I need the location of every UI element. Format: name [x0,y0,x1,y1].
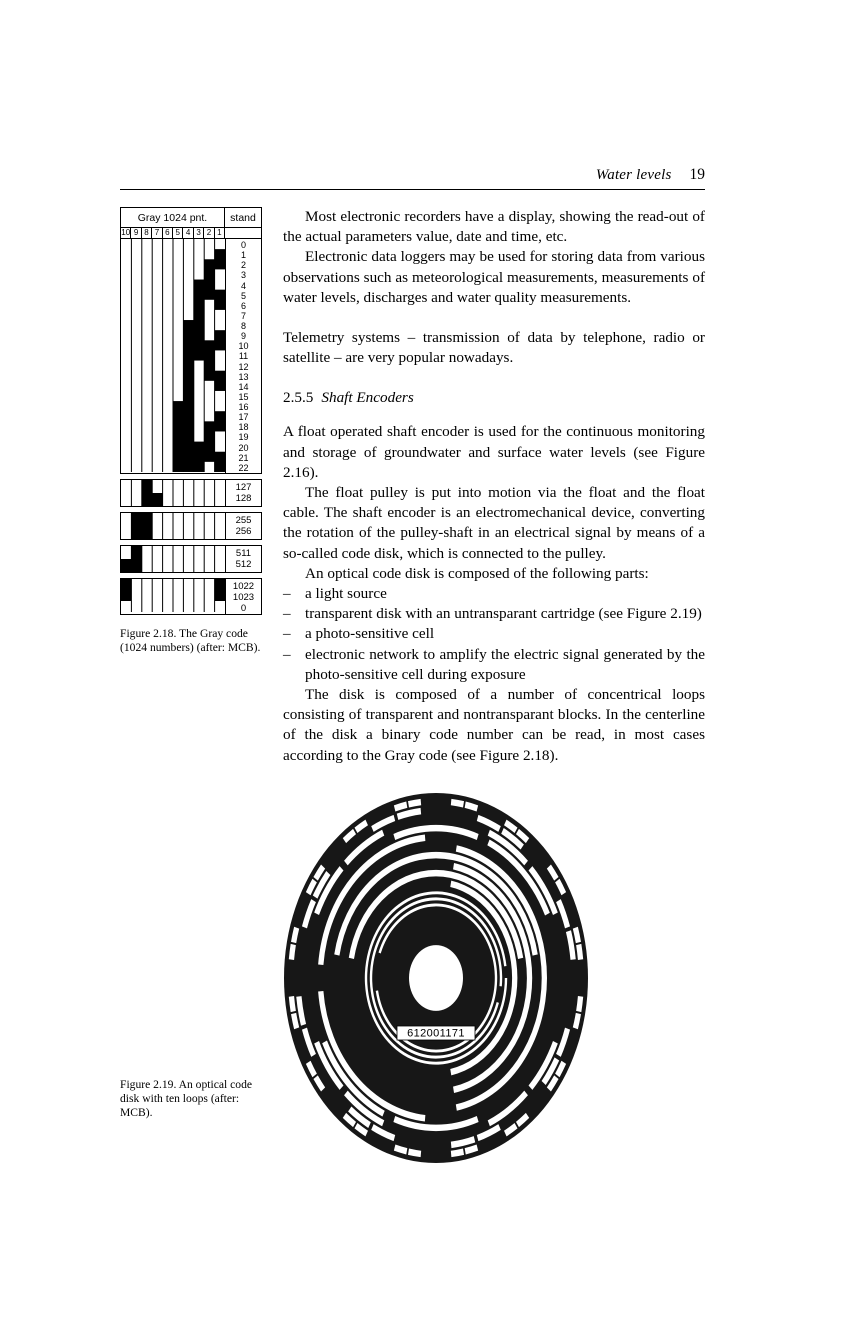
stand-value: 4 [240,280,246,291]
list-item-label: transparent disk with an untransparant cartridge (see Figure 2.19) [305,605,702,623]
disk-label-number: 612001171 [407,1027,465,1040]
bit-header-4: 4 [183,228,193,238]
stand-value: 21 [238,452,249,463]
gray-table-title: Gray 1024 pnt. [121,208,225,228]
bit-header-10: 10 [121,228,131,237]
list-item-label: a photo-sensitive cell [305,625,435,643]
optical-disk-parts-list [283,584,705,685]
list-item [283,604,705,624]
paragraph-4: The float pulley is put into motion via the float and the float cable. The shaft encoder is an electromechanical device, converting the rotation of the pulley-shaft in an electrical signal by means of a so-called code disk, which is connected to the pulley. [283,484,705,562]
paragraph-5: An optical code disk is composed of the following parts: [305,564,649,582]
figure-2-18-caption: Figure 2.18. The Gray code (1024 numbers) (after: MCB). [120,626,261,655]
gray-code-table [120,207,262,615]
bit-header-2: 2 [204,228,214,238]
bit-header-5: 5 [173,228,183,238]
gray-code-bit-grid [121,546,226,572]
stand-value: 0 [240,240,246,250]
stand-value: 511 [235,547,252,559]
stand-value: 15 [238,391,249,402]
stand-value: 512 [235,558,252,570]
stand-value: 9 [240,331,246,342]
stand-value: 0 [240,602,247,614]
bit-header-3: 3 [194,228,204,238]
list-item [283,645,705,685]
section-heading [283,388,705,408]
stand-value: 8 [240,321,246,331]
stand-value: 17 [238,412,249,423]
gray-code-extra-block-4 [120,578,262,615]
stand-value: 12 [238,361,249,372]
paragraph-telemetry: Telemetry systems – transmission of data by telephone, radio or satellite – are very popular nowadays. [283,329,705,367]
figure-2-19-caption: Figure 2.19. An optical code disk with ten loops (after: MCB). [120,1078,253,1120]
section-number: 2.5.5 [283,389,314,407]
stand-value: 6 [240,300,246,311]
paragraph-6: The disk is composed of a number of concentrical loops consisting of transparent and nontransparant blocks. In the centerline of the disk a binary code number can be read, in most cases according to the Gray code (see Figure 2.18). [283,686,705,764]
header-rule [120,189,705,190]
gray-code-stand-values [226,513,261,539]
stand-value: 255 [235,514,252,526]
bit-header-9: 9 [131,228,141,238]
gray-code-bit-grid [121,480,226,506]
gray-code-stand-values [226,239,261,473]
list-dash: – [283,645,291,663]
running-head-title: Water levels [595,167,672,183]
stand-value: 18 [238,422,249,433]
stand-value: 22 [238,462,249,473]
bit-header-7: 7 [152,228,162,238]
stand-value: 127 [235,481,252,493]
list-dash: – [283,625,291,643]
page-number: 19 [689,166,705,183]
margin-column [120,207,268,655]
stand-value: 14 [238,381,249,392]
gray-code-bit-grid [121,579,226,614]
list-item-label: electronic network to amplify the electric signal generated by the photo-sensitive cell during exposure [305,645,705,683]
body-text-column [283,207,705,766]
list-dash: – [283,585,291,603]
stand-value: 13 [238,371,249,382]
gray-code-extra-block-2 [120,512,262,540]
stand-value: 256 [235,525,252,537]
gray-table-blank-header [225,228,261,239]
gray-table-bit-headers [121,228,225,239]
gray-code-bit-grid [121,239,226,473]
stand-value: 16 [238,402,249,412]
stand-value: 1 [240,250,246,261]
stand-value: 1023 [232,591,255,603]
bit-header-6: 6 [163,228,173,238]
gray-code-bit-grid [121,513,226,539]
list-item [283,624,705,644]
gray-code-main-block [120,207,262,474]
stand-value: 10 [238,341,249,352]
paragraph-2: Electronic data loggers may be used for storing data from various observations such as meteorological measurements, measurements of water levels, discharges and water quality measurements. [283,248,705,306]
stand-value: 11 [238,351,249,362]
optical-code-disk-figure [278,782,608,1172]
gray-code-stand-values [226,480,261,506]
optical-code-disk-svg [278,782,608,1172]
gray-code-extra-block-3 [120,545,262,573]
gray-code-stand-values [226,546,261,572]
running-head [120,166,705,184]
list-item-label: a light source [305,585,387,603]
bit-header-1: 1 [217,228,222,237]
paragraph-3: A float operated shaft encoder is used for the continuous monitoring and storage of groundwater and surface water levels (see Figure 2.16). [283,423,705,481]
stand-value: 19 [238,432,249,443]
stand-value: 3 [240,270,246,281]
stand-value: 128 [235,492,252,504]
list-item [283,584,705,604]
stand-value: 5 [240,290,246,301]
gray-table-stand-header: stand [225,208,261,228]
stand-value: 7 [240,310,246,321]
paragraph-1: Most electronic recorders have a display, showing the read-out of the actual parameters value, date and time, etc. [283,208,705,246]
stand-value: 2 [240,260,246,271]
stand-value: 20 [238,442,249,453]
stand-value: 1022 [232,580,255,592]
bit-header-8: 8 [142,228,152,238]
gray-code-stand-values [226,579,261,614]
gray-code-extra-block-1 [120,479,262,507]
section-name: Shaft Encoders [321,389,414,407]
list-dash: – [283,605,291,623]
